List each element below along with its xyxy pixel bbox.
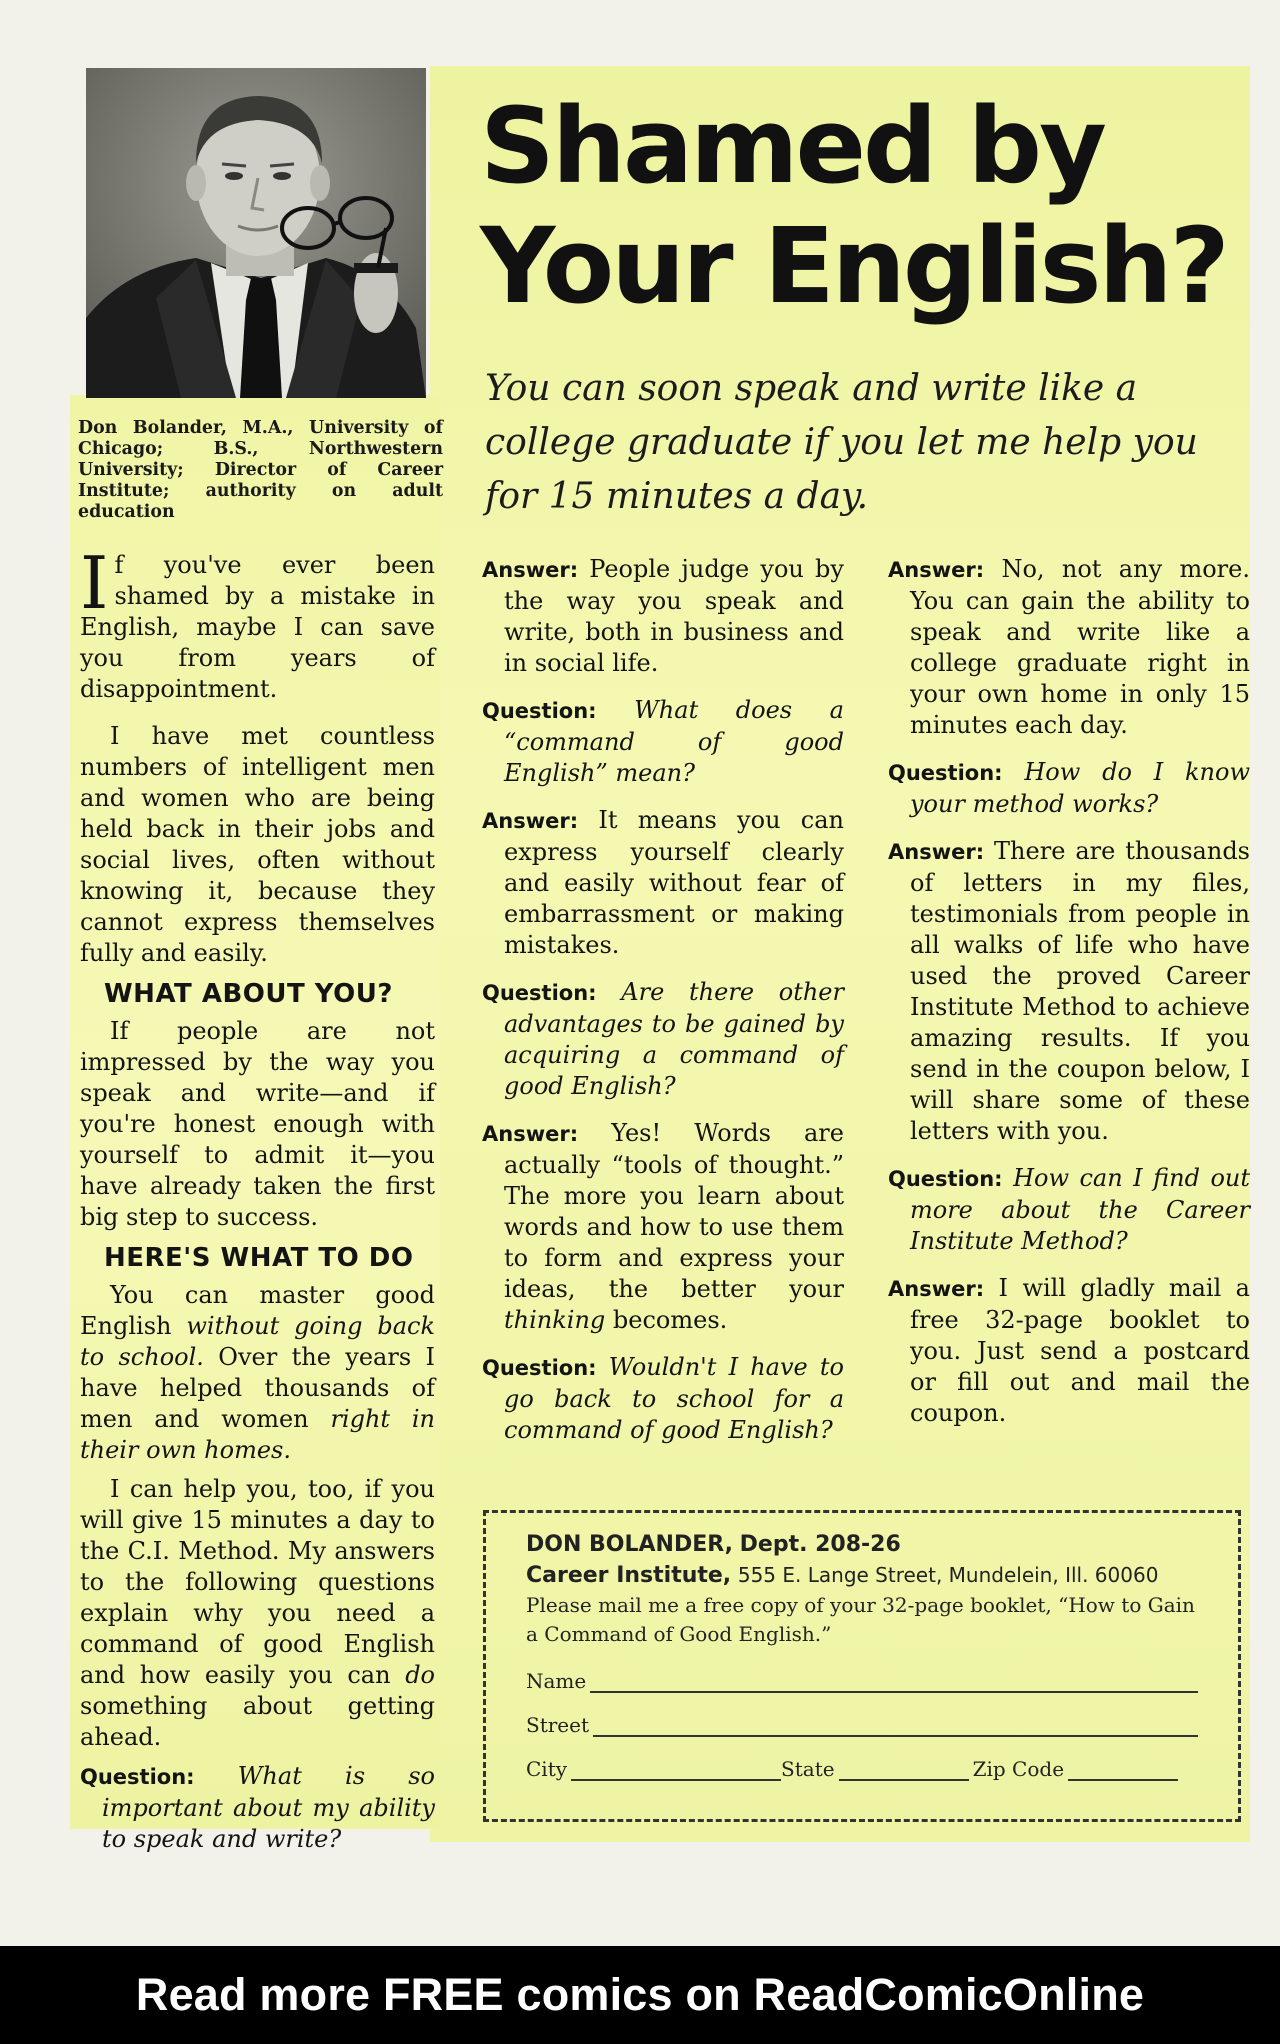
column-right [888,554,1250,1445]
state-input-line[interactable] [839,1757,969,1781]
answer-label: Answer: [888,558,985,582]
intro-text: f you've ever been shamed by a mistake in English, maybe I can save you from years of disappointment. [80,551,435,703]
section-heading: HERE'S WHAT TO DO [104,1243,414,1273]
paragraph [80,1474,435,1753]
question [80,1761,435,1855]
street-label: Street [526,1713,590,1737]
city-label: City [526,1757,568,1781]
text-run: I can help you, too, if you will give 15 minutes a day to the C.I. Method. My answers to the following questions explain why you need a command of good English and how easily you can [80,1475,435,1689]
answer-label: Answer: [482,809,579,833]
question-label: Question: [482,981,597,1005]
answer-text: becomes. [605,1306,728,1334]
answer [482,554,844,679]
city-state-zip-row[interactable] [526,1757,1198,1781]
question-label: Question: [888,761,1003,785]
name-label: Name [526,1669,587,1693]
column-middle [482,554,844,1462]
question [482,1352,844,1446]
question-label: Question: [482,699,597,723]
zip-label: Zip Code [972,1757,1065,1781]
paragraph [80,1280,435,1466]
promo-banner[interactable] [0,1946,1280,2044]
answer-text: It means you can express yourself clearly and easily without fear of embarrassment or making mistakes. [504,806,844,959]
paragraph: I have met countless numbers of intelligent men and women who are being held back in their jobs and social lives, often without knowing it, because they cannot express themselves fully and easily. [80,722,435,967]
answer-text: No, not any more. You can gain the ability to speak and write like a college graduate right in your own home in only 15 minutes each day. [910,555,1250,739]
addressee-name: DON BOLANDER, [526,1532,733,1557]
column-left [80,541,436,1871]
institute-name: Career Institute, [526,1563,732,1588]
coupon-address [526,1560,1198,1591]
subheadline: You can soon speak and write like a college graduate if you let me help you for 15 minutes a day. [485,368,1198,517]
coupon-request: Please mail me a free copy of your 32-page booklet, “How to Gain a Command of Good English.” [526,1593,1195,1646]
answer-text: There are thousands of letters in my files, testimonials from people in all walks of life who have used the proved Career Institute Method to achieve amazing results. If you send in the coupon below, I will share some of these letters with you. [910,837,1250,1145]
question [888,1163,1250,1257]
question [482,977,844,1102]
answer-text: People judge you by the way you speak and write, both in business and in social life. [504,555,844,677]
answer-text: Yes! Words are actually “tools of thought.” The more you learn about words and how to use them to form and express your ideas, the better your [504,1119,844,1303]
state-label: State [781,1757,835,1781]
text-run: You can master good English [80,1281,435,1340]
institute-address: 555 E. Lange Street, Mundelein, Ill. 60060 [737,1563,1159,1587]
question-text: Are there other advantages to be gained by acquiring a command of good English? [504,978,844,1100]
drop-cap: I [80,541,109,625]
addressee-dept: Dept. 208-26 [739,1532,901,1557]
answer [888,1273,1250,1429]
street-input-line[interactable] [593,1713,1198,1737]
city-input-line[interactable] [571,1757,781,1781]
headline: Shamed by Your English? [480,85,1227,327]
mail-in-coupon[interactable] [483,1510,1241,1822]
question-text: How can I find out more about the Career Institute Method? [910,1164,1250,1255]
portrait-photo [86,68,426,398]
question-label: Question: [482,1356,597,1380]
zip-input-line[interactable] [1068,1757,1178,1781]
question-text: What does a “command of good English” mean? [504,696,844,787]
answer-label: Answer: [482,1122,579,1146]
question-label: Question: [888,1167,1003,1191]
intro-paragraph [80,541,435,705]
answer-label: Answer: [888,1277,985,1301]
name-field[interactable] [526,1669,1198,1693]
answer-label: Answer: [888,840,985,864]
paragraph: If people are not impressed by the way you speak and write—and if you're honest enough with yourself to admit it—you have already taken the first big step to success. [80,1017,435,1231]
italic-run: thinking [504,1306,606,1334]
question-label: Question: [80,1765,195,1789]
answer [888,554,1250,741]
street-field[interactable] [526,1713,1198,1737]
answer [482,805,844,961]
question [888,757,1250,820]
name-input-line[interactable] [590,1669,1198,1693]
text-run: something about getting ahead. [80,1692,435,1751]
question-text: Wouldn't I have to go back to school for a command of good English? [504,1353,844,1444]
answer-text: I will gladly mail a free 32-page booklet to you. Just send a postcard or fill out and mail the coupon. [910,1274,1250,1427]
banner-link-text[interactable]: Read more FREE comics on ReadComicOnline [135,1969,1145,2020]
man-with-glasses-illustration [86,68,426,398]
answer-label: Answer: [482,558,579,582]
italic-run: without going back to school. [80,1312,436,1371]
text-run: Over the years I have helped thousands of men and women [80,1343,436,1433]
photo-caption: Don Bolander, M.A., University of Chicago; B.S., Northwestern University; Director of Career Institute; authority on adult education [78,418,443,522]
question-text: What is so important about my ability to speak and write? [102,1762,435,1853]
question-text: How do I know your method works? [910,758,1250,818]
italic-run: do [405,1661,435,1689]
answer [482,1118,844,1336]
coupon-addressee [526,1529,1198,1560]
answer [888,836,1250,1147]
section-heading: WHAT ABOUT YOU? [104,979,393,1009]
question [482,695,844,789]
italic-run: right in their own homes. [80,1405,436,1464]
